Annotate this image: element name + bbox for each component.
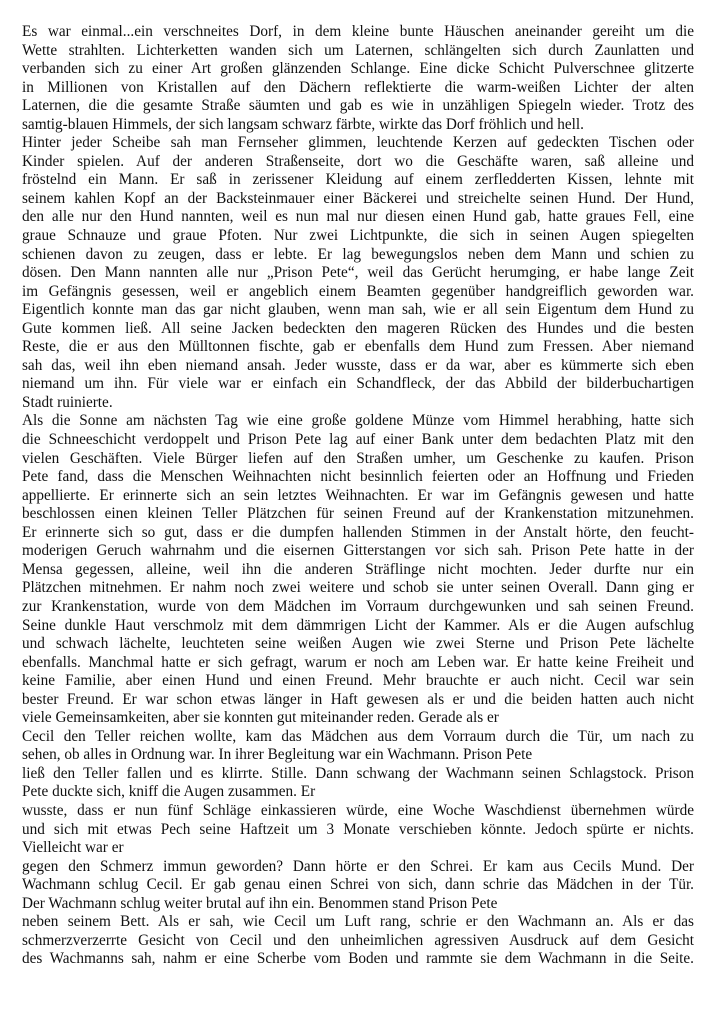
text-line: sehen, ob alles in Ordnung war. In ihrer Begleitung war ein Wachmann. Prison Pete [22, 746, 533, 764]
text-line: appellierte. Er erinnerte sich an sein letztes Weihnachten. Er war im Gefängnis gewesen und hatte [22, 486, 694, 504]
text-line: im Gefängnis gesessen, weil er angeblich einem Beamten gegenüber handgreiflich geworden war. [22, 282, 694, 300]
text-line: schmerzverzerrte Gesicht von Cecil und den unheimlichen agressiven Ausdruck auf dem Gesicht [22, 931, 694, 949]
text-line: beschlossen einen kleinen Teller Plätzchen für seinen Freund auf der Krankenstation mitzunehmen. [22, 505, 694, 523]
text-line: Laternen, die die gesamte Straße säumten und gab es wie in unzähligen Spiegeln wieder. Trotz des [22, 97, 694, 115]
text-line: schienen davon zu zeugen, dass er lebte. Er lag bewegungslos neben dem Mann und schien zu [22, 245, 694, 263]
text-line: Pete duckte sich, kniff die Augen zusammen. Er [22, 783, 316, 801]
text-line: Plätzchen mitnehmen. Er nahm noch zwei weitere und schob sie unter seinen Overall. Dann ging er [22, 579, 694, 597]
text-line: Pete fand, dass die Menschen Weihnachten nicht besinnlich feierten oder an Hoffnung und Frieden [22, 468, 694, 486]
text-line: keine Familie, aber einen Hund und einen Freund. Mehr brauchte er auch nicht. Cecil war sein [22, 672, 694, 690]
text-line: die Schneeschicht verdoppelt und Prison Pete lag auf einer Bank unter dem bedachten Platz mit den [22, 431, 694, 449]
text-line: und sich mit etwas Pech seine Haftzeit um 3 Monate verschieben könnte. Jedoch spürte er nichts. [22, 820, 694, 838]
text-line: Reste, die er aus den Mülltonnen fischte, gab er ebenfalls dem Hund zum Fressen. Aber niemand [22, 338, 694, 356]
text-line: in Millionen von Kristallen auf den Dächern reflektierte die warm-weißen Lichter der alten [22, 78, 694, 96]
text-line: bester Freund. Er war schon etwas länger in Haft gewesen als er und die beiden hatten auch nicht [22, 690, 694, 708]
text-line: graue Schnauze und graue Pfoten. Nur zwei Lichtpunkte, die sich in seinen Augen spiegelten [22, 227, 694, 245]
text-line: samtig-blauen Himmels, der sich langsam schwarz färbte, wirkte das Dorf fröhlich und hell. [22, 115, 584, 133]
text-line: Stadt ruinierte. [22, 393, 113, 411]
text-line: ließ den Teller fallen und es klirrte. Stille. Dann schwang der Wachmann seinen Schlagstock. Prison [22, 764, 694, 782]
text-line: neben seinem Bett. Als er sah, wie Cecil um Luft rang, schrie er den Wachmann an. Als er das [22, 913, 694, 931]
text-line: wusste, dass er nun fünf Schläge einkassieren würde, eine Woche Waschdienst übernehmen würde [22, 801, 694, 819]
text-line: sah das, weil ihn eben niemand ansah. Jeder wusste, dass er da war, aber es kümmerte sich eben [22, 356, 694, 374]
text-line: Er erinnerte sich so gut, dass er die dumpfen hallenden Stimmen in der Anstalt hörte, den feucht- [22, 523, 694, 541]
text-line: Kinder spielen. Auf der anderen Straßenseite, dort wo die Geschäfte waren, saß alleine und [22, 152, 694, 170]
text-line: und schwach lächelte, leuchteten seine weißen Augen wie zwei Sterne und Prison Pete lächelte [22, 635, 694, 653]
text-line: Mensa gegessen, alleine, weil ihn die anderen Sträflinge nicht mochten. Jeder durfte nur ein [22, 560, 694, 578]
text-line: Hinter jeder Scheibe sah man Fernseher glimmen, leuchtende Kerzen auf gedeckten Tischen oder [22, 134, 694, 152]
text-line: Eigentlich konnte man das gar nicht glauben, wenn man sah, wie er all sein Eigentum dem Hund zu [22, 301, 694, 319]
text-line: fröstelnd ein Mann. Er saß in zerissener Kleidung auf einem zerfledderten Kissen, lehnte mit [22, 171, 694, 189]
text-line: den alle nur den Hund nannten, weil es nun mal nur diesen einen Hund gab, hatte graues Fell, eine [22, 208, 694, 226]
text-line: seinem kahlen Kopf an der Backsteinmauer einer Bäckerei und streichelte seinen Hund. Der Hund, [22, 189, 694, 207]
text-line: Gute kommen ließ. All seine Jacken bedeckten den mageren Rücken des Hundes und die besten [22, 319, 694, 337]
document-page [22, 23, 694, 969]
text-line: des Wachmanns sah, nahm er eine Scherbe vom Boden und rammte sie dem Wachmann in die Seite. [22, 950, 694, 968]
text-line: Wette strahlten. Lichterketten wanden sich um Laternen, schlängelten sich durch Zaunlatten und [22, 41, 694, 59]
text-line: gegen den Schmerz immun geworden? Dann hörte er den Schrei. Er kam aus Cecils Mund. Der [22, 857, 694, 875]
text-line: Wachmann schlug Cecil. Er gab genau einen Schrei von sich, dann schrie das Mädchen in der Tür. [22, 876, 694, 894]
text-line: vielen Geschäften. Viele Bürger liefen auf den Straßen umher, um Geschenke zu kaufen. Prison [22, 449, 694, 467]
text-line: Als die Sonne am nächsten Tag wie eine große goldene Münze vom Himmel herabhing, hatte sich [22, 412, 694, 430]
text-line: verbanden sich zu einer Art großen glänzenden Schlange. Eine dicke Schicht Pulverschnee glitzerte [22, 60, 694, 78]
text-line: Der Wachmann schlug weiter brutal auf ihn ein. Benommen stand Prison Pete [22, 894, 498, 912]
text-line: ebenfalls. Manchmal hatte er sich gefragt, warum er noch am Leben war. Er hatte keine Freiheit und [22, 653, 694, 671]
text-line: Cecil den Teller reichen wollte, kam das Mädchen aus dem Vorraum durch die Tür, um nach zu [22, 727, 694, 745]
text-line: Es war einmal...ein verschneites Dorf, in dem kleine bunte Häuschen aneinander gereiht um die [22, 23, 694, 40]
text-line: viele Gemeinsamkeiten, aber sie konnten gut miteinander reden. Gerade als er [22, 709, 499, 727]
text-line: Vielleicht war er [22, 839, 124, 857]
text-line: zur Krankenstation, wurde von dem Mädchen im Vorraum durchgewunken und sah seinen Freund. [22, 597, 694, 615]
text-line: moderigen Geruch wahrnahm und die eisernen Gitterstangen vor sich sah. Prison Pete hatte in der [22, 542, 694, 560]
text-line: Seine dunkle Haut verschmolz mit dem dämmrigen Licht der Kammer. Als er die Augen aufschlug [22, 616, 694, 634]
text-line: niemand um ihn. Für viele war er einfach ein Schandfleck, der das Abbild der bilderbuchartigen [22, 375, 694, 393]
text-line: dösen. Den Mann nannten alle nur „Prison Pete“, weil das Gerücht herumging, er habe lange Zeit [22, 264, 694, 282]
